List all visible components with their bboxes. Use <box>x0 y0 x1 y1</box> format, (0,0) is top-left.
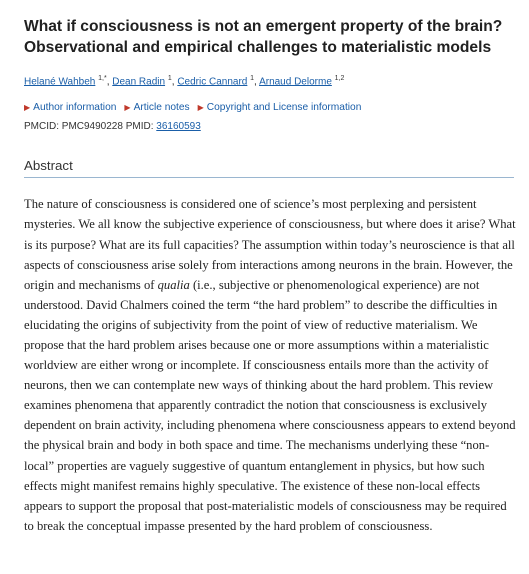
author-link[interactable]: Helané Wahbeh <box>24 76 96 88</box>
article-identifiers <box>24 121 514 132</box>
right-triangle-icon: ▶ <box>197 103 204 113</box>
pmid-link[interactable]: 36160593 <box>156 121 201 133</box>
qualia-term: qualia <box>157 277 190 292</box>
copyright-license-link[interactable]: ▶ Copyright and License information <box>197 102 362 114</box>
pmid-label: PMID: <box>125 121 154 133</box>
author-information-link[interactable]: ▶ Author information <box>24 102 117 114</box>
author-affiliation: 1 <box>250 75 255 82</box>
author-affiliation: 1,* <box>98 75 107 82</box>
pmcid: PMCID: PMC9490228 <box>24 121 123 133</box>
article-title: What if consciousness is not an emergent property of the brain? Observational and empirical challenges to materialistic models <box>24 18 503 56</box>
abstract-text: The nature of consciousness is considered one of science’s most perplexing and persistent mysteries. We all know the subjective experience of consciousness, but where does it arise? What is its purpose? What are its full capacities? The assumption within today’s neuroscience is that all aspects of consciousness arise solely from interactions among neurons in the brain. However, the origin and mechanisms of qualia (i.e., subjective or phenomenological experience) are not understood. David Chalmers coined the term “the hard problem” to describe the difficulties in elucidating the origins of subjectivity from the point of view of reductive materialism. We propose that the hard problem arises because one or more assumptions within a materialistic worldview are either wrong or incomplete. If consciousness entails more than the activity of neurons, then we can contemplate new ways of thinking about the hard problem. This review examines phenomena that apparently contradict the notion that consciousness is exclusively dependent on brain activity, including phenomena where consciousness appears to extend beyond the physical brain and body in both space and time. The mechanisms underlying these “non-local” properties are vaguely suggestive of quantum entanglement in physics, but how such effects might manifest remains highly speculative. The existence of these non-local effects appears to support the proposal that post-materialistic models of consciousness may be required to break the conceptual impasse presented by the hard problem of consciousness. <box>24 197 516 533</box>
right-triangle-icon: ▶ <box>124 103 131 113</box>
right-triangle-icon: ▶ <box>24 103 31 113</box>
article-info-links <box>24 102 514 113</box>
author-link[interactable]: Arnaud Delorme <box>259 76 332 88</box>
author-affiliation: 1 <box>167 75 172 82</box>
author-list: Helané Wahbeh $^{1,*}$, Dean Radin $^1$, Cedric Cannard $^1$, Arnaud Delorme $^{1,2}$ <box>24 75 345 88</box>
article-notes-link[interactable]: ▶ Article notes <box>124 102 190 114</box>
author-link[interactable]: Cedric Cannard <box>177 76 248 88</box>
author-affiliation: 1,2 <box>334 75 345 82</box>
author-link[interactable]: Dean Radin <box>112 76 166 88</box>
abstract-heading: Abstract <box>24 158 514 178</box>
